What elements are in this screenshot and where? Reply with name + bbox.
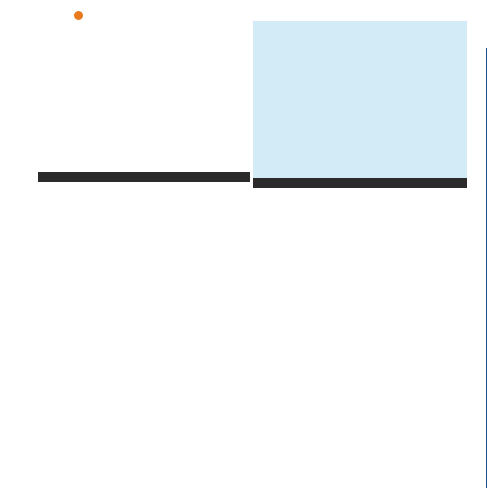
english-band <box>38 172 250 182</box>
side-strip <box>8 8 36 492</box>
price-header <box>38 9 478 21</box>
english-description <box>38 21 232 173</box>
stretch-guide-line <box>486 48 487 488</box>
pattern-number <box>8 8 36 66</box>
french-description <box>253 21 467 179</box>
stretch-guide <box>480 8 494 492</box>
garment-illustrations <box>38 352 478 492</box>
french-band <box>253 178 467 188</box>
orange-dot-icon <box>74 11 83 20</box>
